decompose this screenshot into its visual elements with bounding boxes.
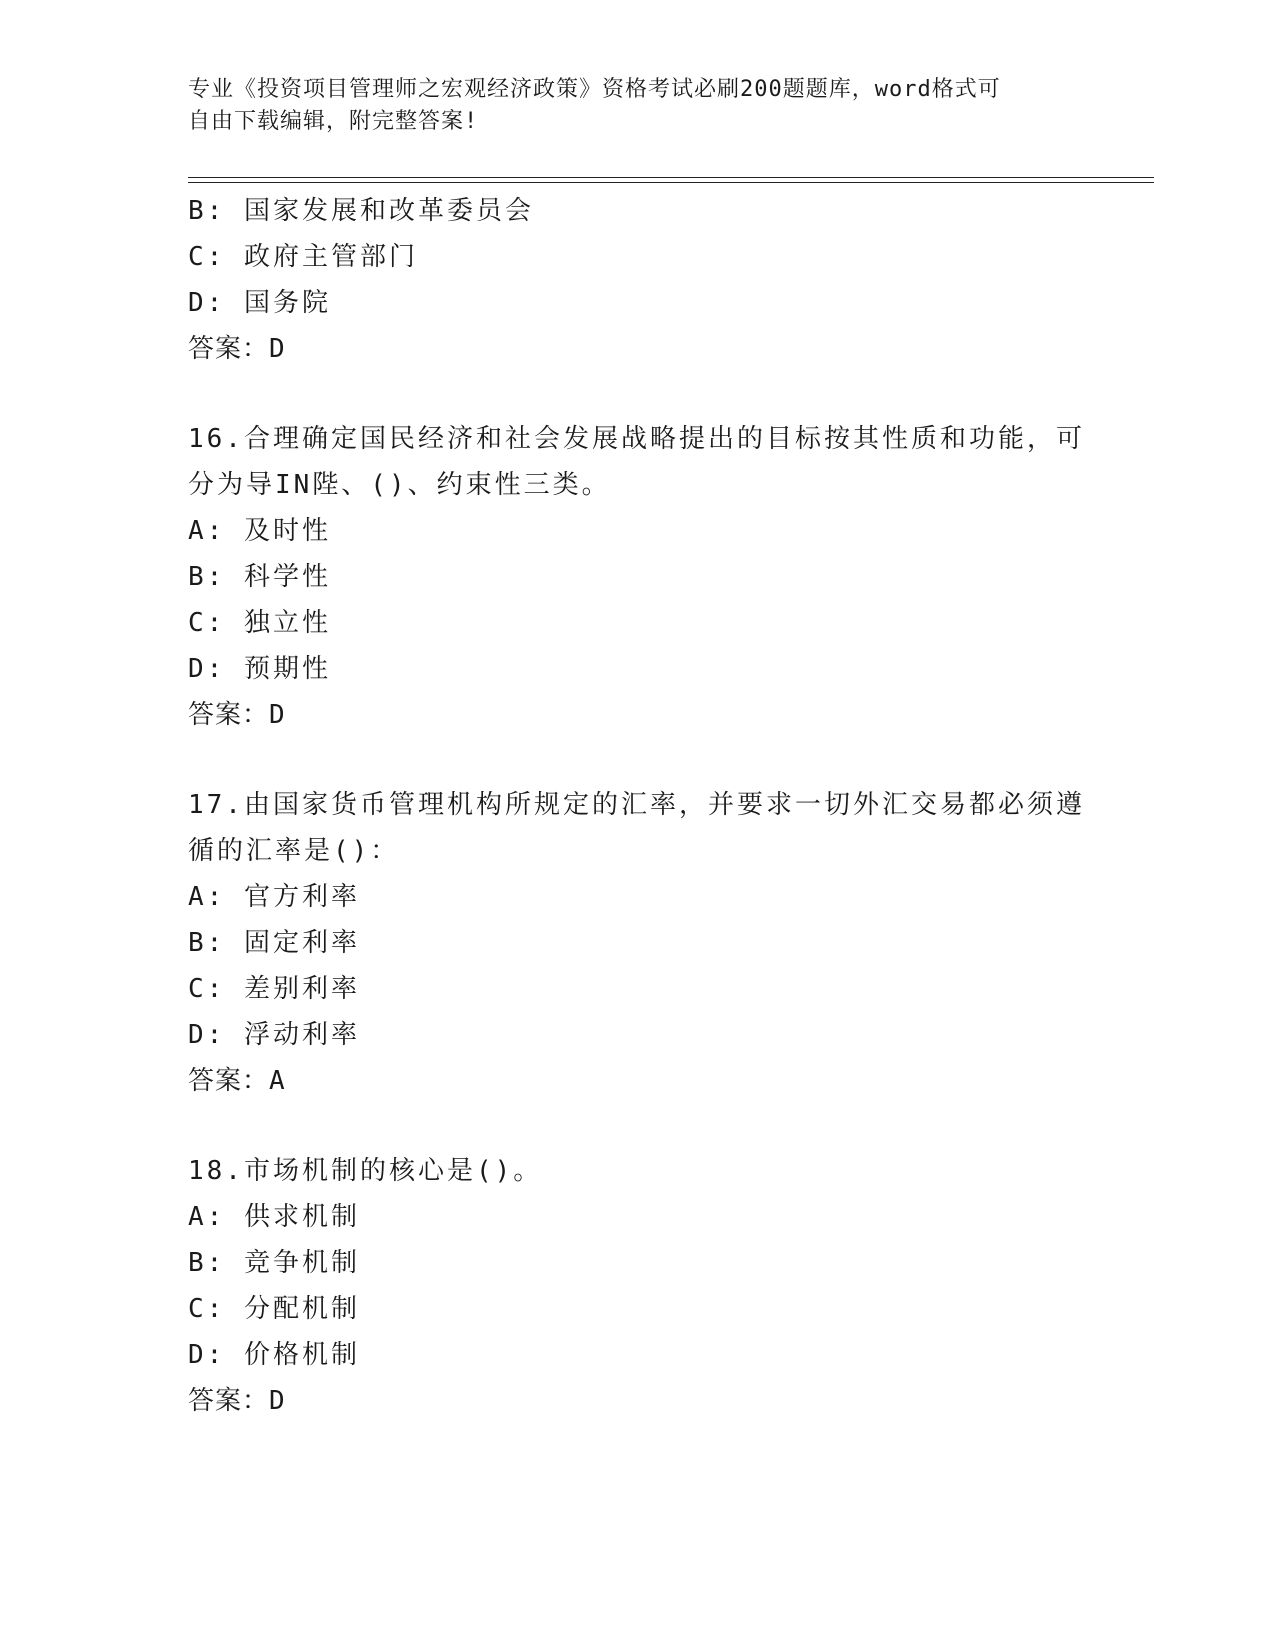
question-stem-line: 17.由国家货币管理机构所规定的汇率，并要求一切外汇交易都必须遵 <box>188 790 1085 820</box>
option-a: A: 供求机制 <box>188 1202 360 1232</box>
answer-label: 答案： <box>188 1386 270 1416</box>
question-stem-line: 分为导IN陛、()、约束性三类。 <box>188 470 611 500</box>
header-line-2: 自由下载编辑，附完整答案! <box>188 109 479 134</box>
option-d: D: 预期性 <box>188 654 331 684</box>
answer-line <box>188 1058 1088 1104</box>
answer-label: 答案： <box>188 700 270 730</box>
option-c: C: 政府主管部门 <box>188 242 418 272</box>
option-a: A: 及时性 <box>188 516 331 546</box>
answer-line <box>188 1378 1088 1424</box>
answer-label: 答案： <box>188 1066 270 1096</box>
question-list <box>188 188 1088 1424</box>
document-header <box>188 74 1068 138</box>
question-17 <box>188 782 1088 1104</box>
option-b: B: 固定利率 <box>188 928 360 958</box>
option-a: A: 官方利率 <box>188 882 360 912</box>
option-d: D: 浮动利率 <box>188 1020 360 1050</box>
option-c: C: 差别利率 <box>188 974 360 1004</box>
question-15-tail <box>188 188 1088 372</box>
header-divider-top <box>188 177 1154 178</box>
question-16 <box>188 416 1088 738</box>
answer-line <box>188 326 1088 372</box>
answer-value: D <box>269 334 286 364</box>
answer-line <box>188 692 1088 738</box>
question-stem-line: 循的汇率是()： <box>188 836 400 866</box>
question-stem-line: 16.合理确定国民经济和社会发展战略提出的目标按其性质和功能，可 <box>188 424 1085 454</box>
answer-value: A <box>269 1066 286 1096</box>
question-18 <box>188 1148 1088 1424</box>
answer-value: D <box>269 1386 286 1416</box>
option-c: C: 分配机制 <box>188 1294 360 1324</box>
answer-value: D <box>269 700 286 730</box>
option-d: D: 价格机制 <box>188 1340 360 1370</box>
question-stem-line: 18.市场机制的核心是()。 <box>188 1156 543 1186</box>
answer-label: 答案： <box>188 334 270 364</box>
option-b: B: 竞争机制 <box>188 1248 360 1278</box>
header-divider-bottom <box>188 182 1154 183</box>
option-d: D: 国务院 <box>188 288 331 318</box>
header-line-1: 专业《投资项目管理师之宏观经济政策》资格考试必刷200题题库，word格式可 <box>188 77 1001 102</box>
option-c: C: 独立性 <box>188 608 331 638</box>
option-b: B: 科学性 <box>188 562 331 592</box>
option-b: B: 国家发展和改革委员会 <box>188 196 534 226</box>
